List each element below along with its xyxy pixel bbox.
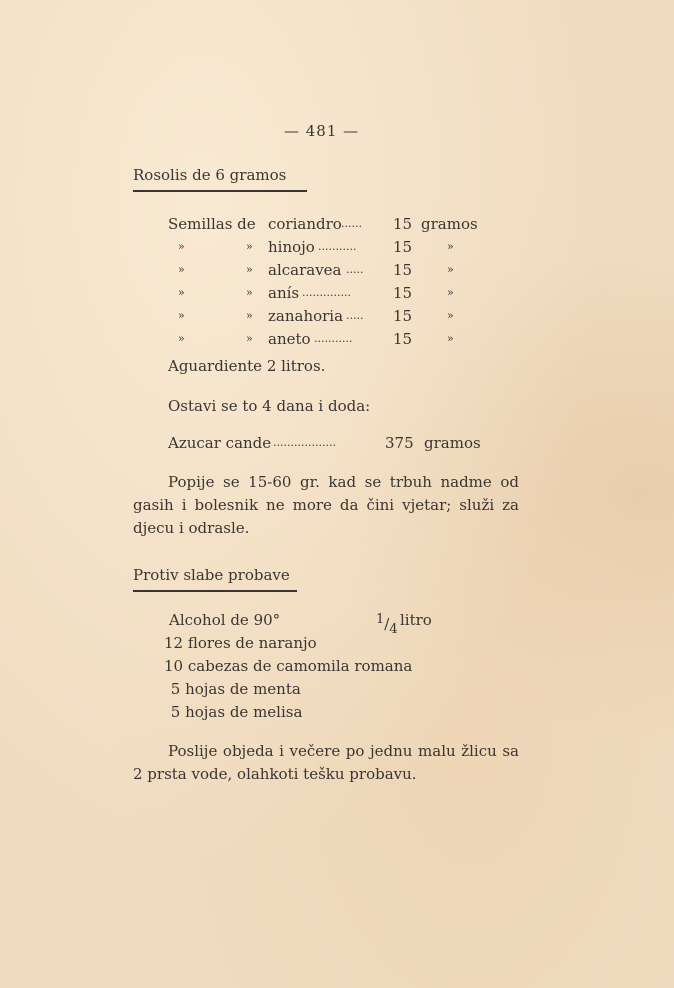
ditto-mark: » (246, 309, 253, 322)
ingredient-name: zanahoria (268, 307, 344, 325)
ingredient-name: coriandro (268, 215, 342, 233)
list-item-text: Alcohol de 90° (169, 611, 281, 629)
usage-paragraph-2: Poslije objeda i večere po jednu malu žlicu sa 2 prsta vode, olahkoti tešku probavu. (133, 742, 519, 783)
azucar-unit: gramos (424, 434, 481, 452)
aguardiente-line: Aguardiente 2 litros. (168, 357, 326, 375)
dot-leader: ..... (346, 309, 364, 322)
ingredient-qty: 15 (393, 330, 413, 348)
azucar-qty: 375 (385, 434, 414, 452)
list-item: 10 cabezas de camomila romana (164, 657, 413, 675)
ingredient-name: aneto (268, 330, 311, 348)
title-underline (133, 590, 297, 592)
ingredient-name: hinojo (268, 238, 315, 256)
ingredient-qty: 15 (393, 284, 413, 302)
page-number: — 481 — (284, 122, 360, 140)
list-item: 5 hojas de melisa (166, 703, 303, 721)
ingredient-prefix: Semillas de (168, 215, 256, 233)
ingredient-unit: » (447, 240, 454, 253)
ditto-mark: » (178, 309, 185, 322)
list-item-unit: litro (400, 611, 432, 629)
ditto-mark: » (178, 263, 185, 276)
azucar-name: Azucar cande (168, 434, 272, 452)
ditto-mark: » (178, 332, 185, 345)
ditto-mark: » (246, 286, 253, 299)
ingredient-qty: 15 (393, 307, 413, 325)
instruction-line: Ostavi se to 4 dana i doda: (168, 397, 371, 415)
list-item: 5 hojas de menta (166, 680, 301, 698)
ingredient-qty: 15 (393, 261, 413, 279)
ditto-mark: » (246, 240, 253, 253)
quarter-fraction: $^1/_4$ (376, 612, 398, 637)
ditto-mark: » (246, 332, 253, 345)
ingredient-unit: gramos (421, 215, 478, 233)
dot-leader: .............. (302, 286, 351, 299)
dot-leader: ...... (341, 217, 362, 230)
dot-leader: ..... (346, 263, 364, 276)
ingredient-unit: » (447, 309, 454, 322)
ingredient-name: anís (268, 284, 300, 302)
list-item: 12 flores de naranjo (164, 634, 317, 652)
ingredient-unit: » (447, 263, 454, 276)
ingredient-unit: » (447, 286, 454, 299)
ditto-mark: » (178, 240, 185, 253)
ingredient-name: alcaravea (268, 261, 342, 279)
ingredient-unit: » (447, 332, 454, 345)
ingredient-qty: 15 (393, 215, 413, 233)
dot-leader: .................. (273, 436, 336, 449)
ditto-mark: » (178, 286, 185, 299)
section-title-rosolis: Rosolis de 6 gramos (133, 166, 287, 184)
ditto-mark: » (246, 263, 253, 276)
dot-leader: ........... (314, 332, 353, 345)
ingredient-qty: 15 (393, 238, 413, 256)
fraction-denominator: 4 (389, 622, 398, 637)
title-underline (133, 190, 307, 192)
section-title-probava: Protiv slabe probave (133, 566, 290, 584)
fraction-numerator: 1 (376, 612, 385, 627)
dot-leader: ........... (318, 240, 357, 253)
usage-paragraph-1: Popije se 15-60 gr. kad se trbuh nadme od gasih i bolesnik ne more da čini vjetar; služi za djecu i odrasle. (133, 473, 519, 537)
